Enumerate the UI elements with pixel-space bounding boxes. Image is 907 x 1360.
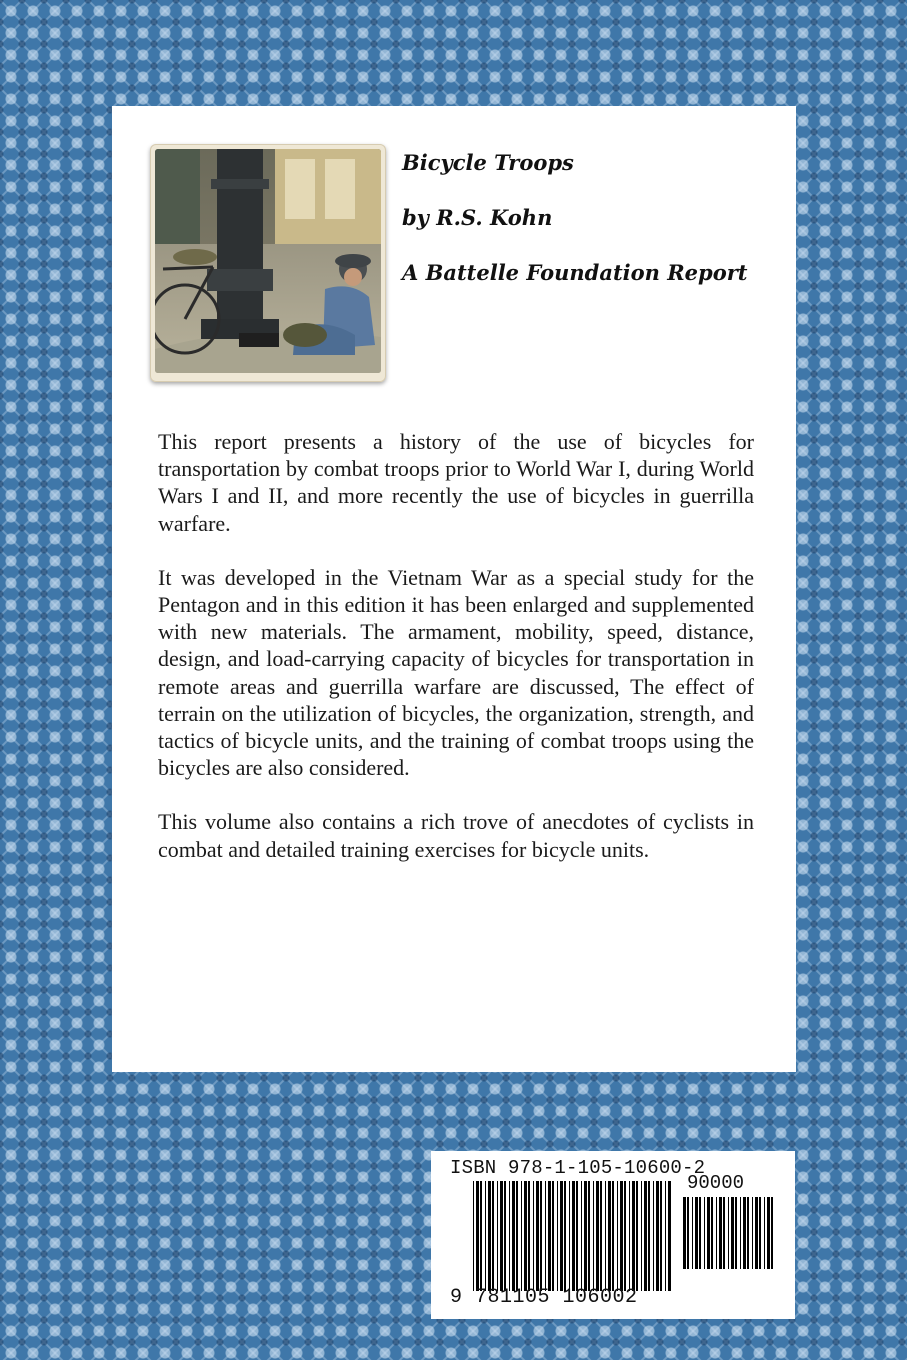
barcode-bar bbox=[752, 1197, 753, 1269]
barcode-bar bbox=[612, 1181, 614, 1291]
barcode-bar bbox=[735, 1197, 737, 1269]
barcode-bar bbox=[617, 1181, 618, 1291]
barcode-bar bbox=[500, 1181, 503, 1291]
barcode-bar bbox=[624, 1181, 626, 1291]
barcode-bar bbox=[521, 1181, 522, 1291]
barcode-bar bbox=[764, 1197, 765, 1269]
barcode-bar bbox=[504, 1181, 506, 1291]
barcode-bar bbox=[687, 1197, 689, 1269]
barcode-bar bbox=[683, 1197, 686, 1269]
blurb-paragraph: This report presents a history of the use of bicycles for transportation by combat troops prior to World War I, during World Wars I and II, and more recently the use of bicycles in guerrilla warfare. bbox=[158, 429, 754, 536]
soldier-with-bicycle-photo bbox=[155, 149, 381, 373]
barcode-bar bbox=[743, 1197, 746, 1269]
barcode-bar bbox=[588, 1181, 590, 1291]
barcode-bar bbox=[476, 1181, 479, 1291]
barcode-bar bbox=[692, 1197, 693, 1269]
barcode-bar bbox=[473, 1181, 474, 1291]
barcode-bar bbox=[516, 1181, 518, 1291]
barcode-bar bbox=[600, 1181, 602, 1291]
blurb-paragraph: It was developed in the Vietnam War as a special study for the Pentagon and in this edition it has been enlarged and supplemented with new materials. The armament, mobility, speed, distance, design, and load-carrying capacity of bicycles for transportation in remote areas and guerrilla warfare are discussed, The effect of terrain on the utilization of bicycles, the organization, strength, and tactics of bicycle units, and the training of combat troops using the bicycles are also considered. bbox=[158, 564, 754, 781]
barcode-bar bbox=[545, 1181, 546, 1291]
barcode-bar bbox=[620, 1181, 623, 1291]
barcode-bar bbox=[716, 1197, 717, 1269]
ean-digits: 9 781105 106002 bbox=[450, 1286, 638, 1309]
blurb-paragraph: This volume also contains a rich trove of anecdotes of cyclists in combat and detailed training exercises for bicycle units. bbox=[158, 809, 754, 862]
barcode-bar bbox=[648, 1181, 650, 1291]
barcode-bar bbox=[665, 1181, 666, 1291]
barcode-bar bbox=[509, 1181, 510, 1291]
barcode-bar bbox=[540, 1181, 542, 1291]
barcode-bar bbox=[771, 1197, 773, 1269]
cover-text-panel bbox=[112, 106, 796, 1072]
barcode-bar bbox=[656, 1181, 659, 1291]
barcode-bar bbox=[636, 1181, 638, 1291]
barcode-bar bbox=[755, 1197, 758, 1269]
barcode-bar bbox=[711, 1197, 713, 1269]
barcode-bar bbox=[497, 1181, 498, 1291]
barcode-bar bbox=[740, 1197, 741, 1269]
barcode-bar bbox=[572, 1181, 575, 1291]
price-code: 90000 bbox=[687, 1172, 745, 1194]
photo-frame bbox=[150, 144, 386, 382]
author-line: by R.S. Kohn bbox=[402, 205, 553, 230]
barcode-bar bbox=[557, 1181, 558, 1291]
barcode-bar bbox=[576, 1181, 578, 1291]
barcode-bar bbox=[731, 1197, 734, 1269]
barcode-bar bbox=[660, 1181, 662, 1291]
barcode-bar bbox=[699, 1197, 701, 1269]
barcode-bar bbox=[608, 1181, 611, 1291]
barcode-bar bbox=[512, 1181, 515, 1291]
barcode-box bbox=[431, 1151, 795, 1319]
barcode-bar bbox=[528, 1181, 530, 1291]
barcode-bar bbox=[480, 1181, 482, 1291]
barcode-bar bbox=[564, 1181, 566, 1291]
barcode-bar bbox=[759, 1197, 761, 1269]
barcode-icon bbox=[473, 1181, 673, 1291]
barcode-bar bbox=[704, 1197, 705, 1269]
barcode-bar bbox=[668, 1181, 671, 1291]
barcode-bar bbox=[581, 1181, 582, 1291]
barcode-bar bbox=[653, 1181, 654, 1291]
barcode-bar bbox=[723, 1197, 725, 1269]
barcode-bar bbox=[695, 1197, 698, 1269]
blurb bbox=[158, 428, 754, 890]
barcode-bar bbox=[747, 1197, 749, 1269]
barcode-bar bbox=[488, 1181, 491, 1291]
book-title: Bicycle Troops bbox=[402, 150, 574, 175]
barcode-bar bbox=[719, 1197, 722, 1269]
barcode-bar bbox=[548, 1181, 551, 1291]
barcode-bar bbox=[641, 1181, 642, 1291]
barcode-bar bbox=[569, 1181, 570, 1291]
barcode-bar bbox=[536, 1181, 539, 1291]
barcode-bar bbox=[707, 1197, 710, 1269]
subtitle: A Battelle Foundation Report bbox=[402, 260, 748, 285]
barcode-bar bbox=[596, 1181, 599, 1291]
barcode-bar bbox=[644, 1181, 647, 1291]
barcode-bar bbox=[728, 1197, 729, 1269]
barcode-bar bbox=[485, 1181, 486, 1291]
addon-barcode-icon bbox=[683, 1197, 775, 1269]
barcode-bar bbox=[492, 1181, 494, 1291]
barcode-bar bbox=[560, 1181, 563, 1291]
barcode-bar bbox=[593, 1181, 594, 1291]
barcode-bar bbox=[767, 1197, 770, 1269]
barcode-bar bbox=[552, 1181, 554, 1291]
barcode-bar bbox=[629, 1181, 630, 1291]
barcode-bar bbox=[533, 1181, 534, 1291]
barcode-bar bbox=[605, 1181, 606, 1291]
isbn-text: ISBN 978-1-105-10600-2 bbox=[450, 1157, 706, 1179]
barcode-bar bbox=[632, 1181, 635, 1291]
barcode-bar bbox=[524, 1181, 527, 1291]
barcode-bar bbox=[584, 1181, 587, 1291]
